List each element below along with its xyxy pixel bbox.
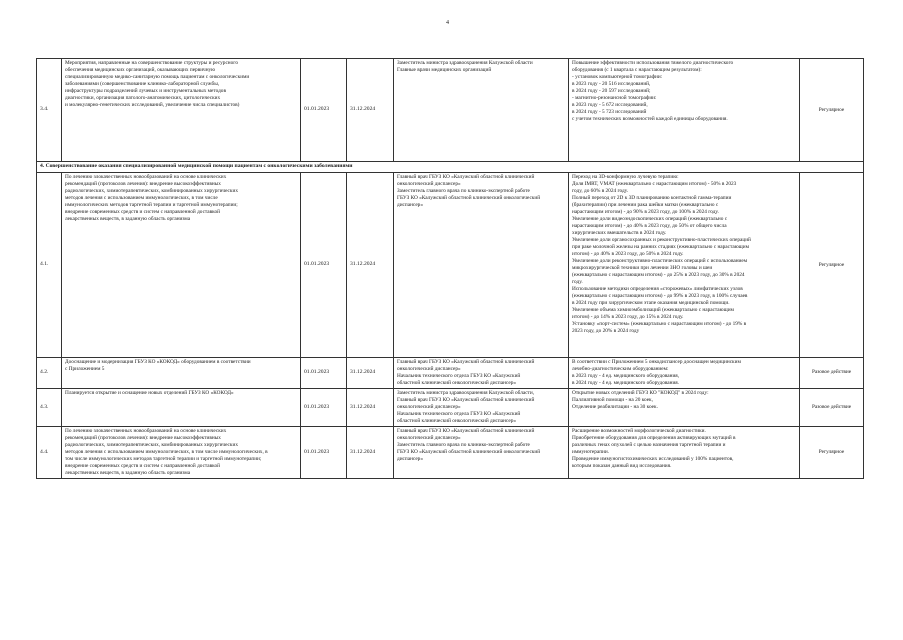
measure-cell-line: обеспечения медицинских организаций, оказывающих первичную bbox=[65, 66, 216, 73]
responsible-cell-line: областной клинический онкологический диспансер» bbox=[397, 379, 516, 386]
frequency-cell: Регулярное bbox=[800, 173, 864, 358]
measure-cell-line: методов лечения с использованием иммунологических, в том числе иммунологических, в bbox=[65, 448, 268, 455]
responsible-cell-line: Начальник технического отдела ГБУЗ КО «Калужский bbox=[397, 372, 521, 379]
row-number: 4.1. bbox=[37, 173, 62, 358]
responsible-cell-line: онкологический диспансер» bbox=[397, 403, 461, 410]
result-cell-line: Использование методики определения «сторожевых» лимфатических узлов bbox=[572, 285, 743, 292]
table-row bbox=[37, 173, 864, 358]
table-row bbox=[37, 358, 864, 389]
frequency-cell: Регулярное bbox=[800, 59, 864, 162]
result-cell-line: в 2024 году - 20 597 исследований; bbox=[572, 87, 651, 94]
result-cell-line: Приобретение оборудования для определения активирующих мутаций в bbox=[572, 434, 736, 441]
table-row bbox=[37, 59, 864, 162]
result-cell-line: Открытие новых отделений ГБУЗ КО "КОКОД" в 2024 году: bbox=[572, 389, 709, 396]
result-cell-line: итогом) - до 14% в 2023 году, до 15% в 2024 году. bbox=[572, 313, 684, 320]
section-header-row bbox=[37, 162, 864, 173]
result-cell-line: Расширение возможностей морфологической диагностики. bbox=[572, 427, 706, 434]
result-cell-line: Увеличение доли видеоэндоскопических операций (ежеквартально с bbox=[572, 215, 728, 222]
result-cell-line: (ежеквартально с нарастающим итогом) - до 25% в 2023 году, до 30% в 2024 bbox=[572, 271, 745, 278]
measure-cell-line: По лечению злокачественных новообразований на основе клинических bbox=[65, 174, 227, 180]
table-row bbox=[37, 388, 864, 426]
result-cell-line: Доля IMRT, VMAT (ежеквартально с нарастающим итогом) - 50% в 2023 bbox=[572, 180, 737, 187]
start-date: 01.01.2023 bbox=[301, 59, 347, 162]
page-number: 4 bbox=[446, 20, 449, 26]
responsible-cell bbox=[394, 173, 569, 358]
measure-cell-line: лекарственных веществ, в заданную область организма bbox=[65, 215, 191, 222]
result-cell-line: в 2023 году - 5 672 исследований, bbox=[572, 101, 648, 108]
measure-cell bbox=[62, 426, 301, 478]
start-date: 01.01.2023 bbox=[301, 358, 347, 389]
result-cell-line: при раке молочной железы на ранних стадиях (ежеквартально с нарастающим bbox=[572, 243, 749, 250]
result-cell-line: - магнитно-резонансной томографии: bbox=[572, 94, 657, 101]
measure-cell-line: радиологических, химиотерапевтических, комбинированных хирургических bbox=[65, 441, 238, 448]
result-cell-line: которым показан данный вид исследования. bbox=[572, 462, 672, 469]
result-cell-line: Отделение реабилитации - на 30 коек. bbox=[572, 403, 658, 410]
frequency-cell: Регулярное bbox=[800, 426, 864, 478]
responsible-cell-line: онкологический диспансер» bbox=[397, 180, 461, 187]
measure-cell-line: с Приложением 5 bbox=[65, 365, 105, 372]
measure-cell-line: методов лечения с использованием иммунологических, в том числе bbox=[65, 194, 218, 201]
measure-cell-line: радиологических, химиотерапевтических, комбинированных хирургических bbox=[65, 187, 238, 194]
measure-cell-line: и молекулярно-генетических исследований, увеличение числа специалистов) bbox=[65, 101, 240, 108]
measure-cell-line: По лечению злокачественных новообразований на основе клинических bbox=[65, 427, 227, 434]
responsible-cell-line: онкологический диспансер» bbox=[397, 434, 461, 441]
result-cell-line: Паллиативной помощи - на 20 коек, bbox=[572, 396, 653, 403]
measure-cell-line: внедрение современных средств и систем с направленной доставкой bbox=[65, 208, 220, 215]
result-cell-line: в 2024 году при хирургическом этапе оказания медицинской помощи. bbox=[572, 299, 730, 306]
result-cell-line: в 2023 году - 20 516 исследований, bbox=[572, 80, 651, 87]
responsible-cell bbox=[394, 59, 569, 162]
measure-cell bbox=[62, 358, 301, 389]
responsible-cell-line: Главный врач ГБУЗ КО «Калужский областной клинический bbox=[397, 396, 535, 403]
result-cell bbox=[569, 388, 800, 426]
row-number: 4.4. bbox=[37, 426, 62, 478]
activities-table bbox=[36, 58, 864, 479]
end-date: 31.12.2024 bbox=[347, 426, 394, 478]
result-cell-line: Установку «порт-систем» (ежеквартально с нарастающим итогом) - до 19% в bbox=[572, 320, 747, 327]
measure-cell bbox=[62, 388, 301, 426]
result-cell-line: иммунотерапии. bbox=[572, 448, 610, 455]
frequency-cell: Разовое действие bbox=[800, 388, 864, 426]
result-cell-line: Проведение иммуногистохимических исследований у 100% пациентов, bbox=[572, 455, 734, 462]
measure-cell-line: заболеваниями (совершенствование клинико-лабораторной службы, bbox=[65, 80, 220, 87]
measure-cell bbox=[62, 59, 301, 162]
frequency-cell: Разовое действие bbox=[800, 358, 864, 389]
start-date: 01.01.2023 bbox=[301, 426, 347, 478]
start-date: 01.01.2023 bbox=[301, 173, 347, 358]
result-cell bbox=[569, 173, 800, 358]
measure-cell-line: специализированную медико-санитарную помощь пациентам с онкологическими bbox=[65, 73, 250, 80]
result-cell-line: Полный переход от 2D к 3D планированию контактной гамма-терапии bbox=[572, 194, 732, 201]
responsible-cell-line: ГБУЗ КО «Калужский областной клинический онкологический bbox=[397, 448, 541, 455]
measure-cell-line: рекомендаций (протоколов лечения): внедрение высокоэффективных bbox=[65, 180, 221, 187]
responsible-cell-line: онкологический диспансер» bbox=[397, 365, 461, 372]
start-date: 01.01.2023 bbox=[301, 388, 347, 426]
responsible-cell-line: областной клинический онкологический диспансер» bbox=[397, 417, 516, 424]
end-date: 31.12.2024 bbox=[347, 173, 394, 358]
row-number: 4.2. bbox=[37, 358, 62, 389]
measure-cell-line: Планируется открытие и оснащение новых отделений ГБУЗ КО «КОКОД» bbox=[65, 389, 234, 396]
measure-cell-line: рекомендаций (протоколов лечения): внедрение высокоэффективных bbox=[65, 434, 221, 441]
responsible-cell-line: Заместитель министра здравоохранения Калужской области, bbox=[397, 389, 535, 396]
responsible-cell-line: Заместитель министра здравоохранения Калужской области bbox=[397, 60, 533, 66]
result-cell-line: в 2024 году - 5 723 исследований bbox=[572, 108, 647, 115]
result-cell-line: нарастающим итогом) - до 90% в 2023 году, до 100% в 2024 году. bbox=[572, 208, 719, 215]
row-number: 4.3. bbox=[37, 388, 62, 426]
measure-cell-line: том числе иммунологических методов таргетной терапии и таргетной иммунотерапии; bbox=[65, 455, 262, 462]
measure-cell-line: иммунологических методов таргетной терапии и таргетной иммунотерапии; bbox=[65, 201, 238, 208]
responsible-cell-line: Заместитель главного врача по клинико-экспертной работе bbox=[397, 187, 530, 194]
result-cell-line: в 2023 году - 4 ед. медицинского оборудования, bbox=[572, 372, 680, 379]
result-cell-line: итогом) - до 40% в 2023 году, до 50% в 2024 году. bbox=[572, 250, 684, 257]
result-cell-line: лечебно-диагностическим оборудованием: bbox=[572, 365, 669, 372]
result-cell-line: - установок компьютерной томографии: bbox=[572, 73, 663, 80]
result-cell-line: различных генах опухолей с целью назначения таргетной терапии и bbox=[572, 441, 726, 448]
result-cell-line: нарастающим итогом) - до 40% в 2023 году, до 50% от общего числа bbox=[572, 222, 727, 229]
responsible-cell bbox=[394, 426, 569, 478]
row-number: 3.4. bbox=[37, 59, 62, 162]
result-cell-line: оборудования (с 1 квартала с нарастающим результатом): bbox=[572, 66, 702, 73]
result-cell-line: Увеличение доли реконструктивно-пластических операций с использованием bbox=[572, 257, 748, 264]
result-cell-line: Увеличение объема химиоэмболизаций (ежеквартально с нарастающим bbox=[572, 306, 734, 313]
table-row bbox=[37, 426, 864, 478]
measure-cell-line: инфраструктуры подразделений лучевых и инструментальных методов bbox=[65, 87, 226, 94]
result-cell-line: (ежеквартально с нарастающим итогом) - до 99% в 2023 году, в 100% случаев bbox=[572, 292, 748, 299]
result-cell-line: Увеличение доли органосохранных и реконструктивно-пластических операций bbox=[572, 236, 751, 243]
result-cell bbox=[569, 59, 800, 162]
measure-cell bbox=[62, 173, 301, 358]
responsible-cell-line: ГБУЗ КО «Калужский областной клинический онкологический bbox=[397, 194, 541, 201]
responsible-cell bbox=[394, 358, 569, 389]
result-cell-line: 2023 году, до 20% в 2024 году bbox=[572, 327, 640, 334]
responsible-cell-line: Начальник технического отдела ГБУЗ КО «Калужский bbox=[397, 410, 521, 417]
result-cell bbox=[569, 426, 800, 478]
measure-cell-line: Мероприятия, направленные на совершенствование структуры и ресурсного bbox=[65, 60, 238, 66]
measure-cell-line: лекарственных веществ, в заданную область организма bbox=[65, 469, 191, 476]
responsible-cell-line: Заместитель главного врача по клинико-экспертной работе bbox=[397, 441, 530, 448]
result-cell-line: Переход на 3D-конформную лучевую терапию: bbox=[572, 174, 679, 180]
result-cell-line: микрохирургической техники при лечении ЗНО головы и шеи bbox=[572, 264, 713, 271]
responsible-cell-line: Главные врачи медицинских организаций bbox=[397, 66, 492, 73]
responsible-cell bbox=[394, 388, 569, 426]
measure-cell-line: Дооснащение и модернизация ГБУЗ КО «КОКОД» оборудованием в соответствии bbox=[65, 359, 251, 365]
result-cell-line: Повышение эффективности использования тяжелого диагностического bbox=[572, 60, 734, 66]
responsible-cell-line: диспансер» bbox=[397, 201, 423, 208]
section-title: 4. Совершенствование оказания специализированной медицинской помощи пациентам с онкологическими заболеваниями bbox=[37, 162, 864, 173]
result-cell-line: (брахитерапии) при лечении рака шейки матки (ежеквартально с bbox=[572, 201, 719, 208]
responsible-cell-line: Главный врач ГБУЗ КО «Калужский областной клинический bbox=[397, 359, 535, 365]
result-cell-line: году, до 60% в 2024 году. bbox=[572, 187, 629, 194]
responsible-cell-line: Главный врач ГБУЗ КО «Калужский областной клинический bbox=[397, 427, 535, 434]
measure-cell-line: внедрение современных средств и систем с направленной доставкой bbox=[65, 462, 220, 469]
responsible-cell-line: Главный врач ГБУЗ КО «Калужский областной клинический bbox=[397, 174, 535, 180]
result-cell-line: году. bbox=[572, 278, 583, 285]
result-cell-line: с учетом технических возможностей каждой единицы оборудования. bbox=[572, 115, 728, 122]
result-cell-line: в 2024 году - 4 ед. медицинского оборудования. bbox=[572, 379, 680, 386]
result-cell-line: В соответствии с Приложением 5 онкодиспансер дооснащен медицинским bbox=[572, 359, 741, 365]
result-cell bbox=[569, 358, 800, 389]
end-date: 31.12.2024 bbox=[347, 388, 394, 426]
responsible-cell-line: диспансер» bbox=[397, 455, 423, 462]
measure-cell-line: диагностики, организация патолого-анатомических, цитологических bbox=[65, 94, 221, 101]
end-date: 31.12.2024 bbox=[347, 59, 394, 162]
result-cell-line: хирургических вмешательств в 2024 году. bbox=[572, 229, 667, 236]
end-date: 31.12.2024 bbox=[347, 358, 394, 389]
